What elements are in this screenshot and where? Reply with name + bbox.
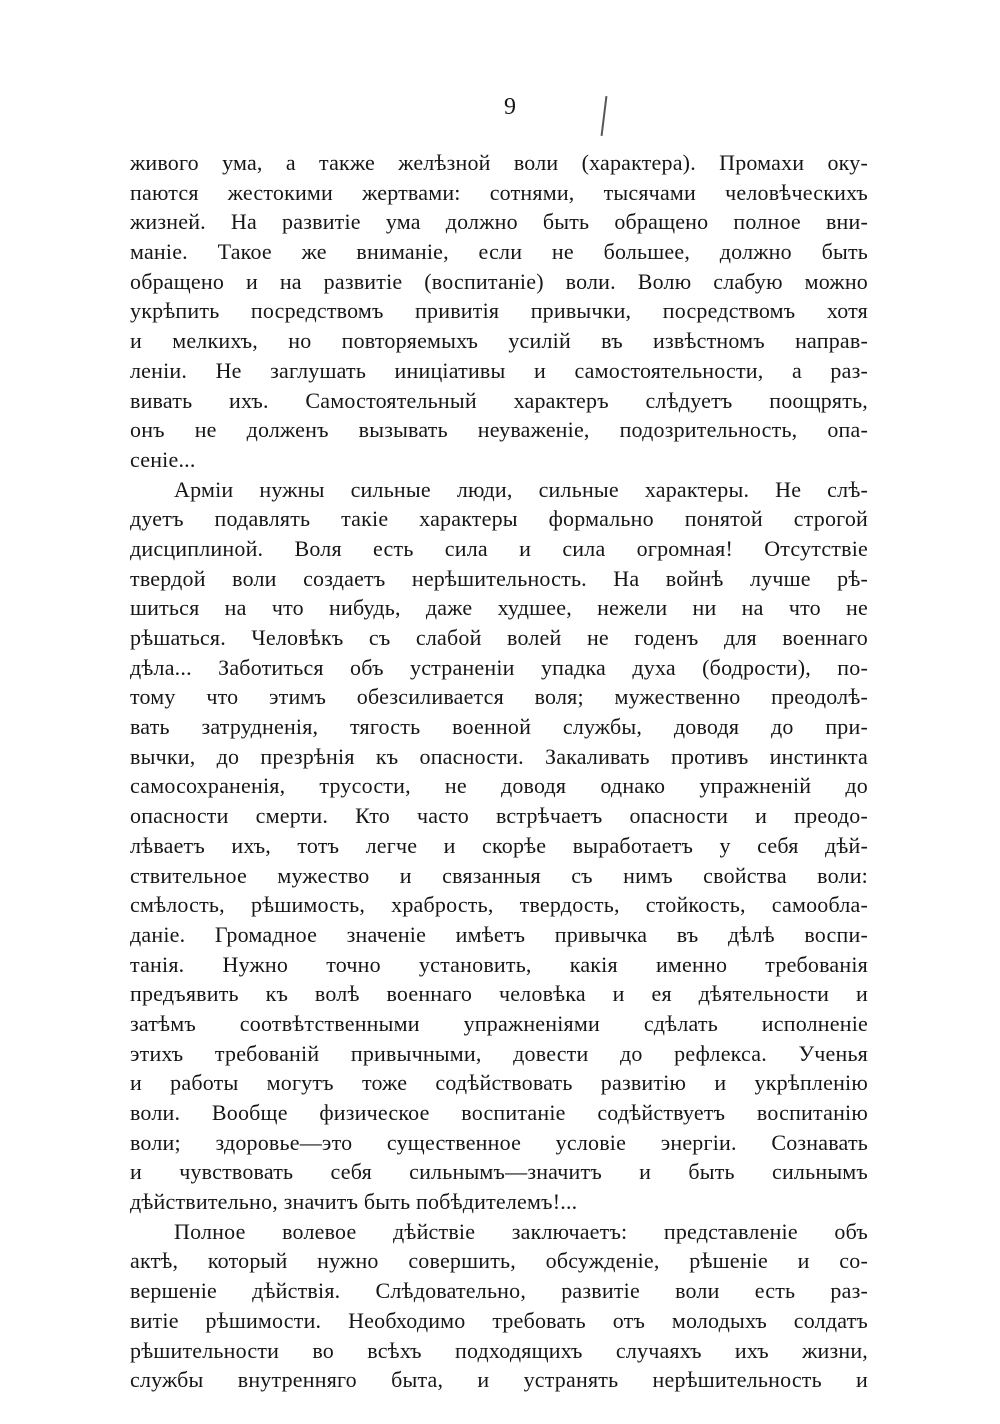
text-line: и чувствовать себя сильнымъ—значитъ и быть сильнымъ — [130, 1159, 868, 1185]
text-line: дѣла... Заботиться объ устраненіи упадка духа (бодрости), по- — [130, 654, 868, 680]
text-line: самосохраненія, трусости, не доводя однако упражненій до — [130, 773, 868, 799]
text-line: обращено и на развитіе (воспитаніе) воли. Волю слабую можно — [130, 268, 868, 294]
text-line: и работы могутъ тоже содѣйствовать развитію и укрѣпленію — [130, 1070, 868, 1096]
text-line: леніи. Не заглушать иниціативы и самостоятельности, а раз- — [130, 357, 868, 383]
text-line: дуетъ подавлять такіе характеры формально понятой строгой — [130, 506, 868, 532]
text-line: шиться на что нибудь, даже худшее, нежели ни на что не — [130, 595, 868, 621]
page-number: 9 — [504, 94, 516, 120]
text-line: живого ума, а также желѣзной воли (характера). Промахи оку- — [130, 150, 868, 175]
text-line: маніе. Такое же вниманіе, если не большее, должно быть — [130, 239, 868, 265]
text-line: вершеніе дѣйствія. Слѣдовательно, развитіе воли есть раз- — [130, 1278, 868, 1304]
text-line: онъ не долженъ вызывать неуваженіе, подозрительность, опа- — [130, 417, 868, 443]
text-line: укрѣпить посредствомъ привитія привычки, посредствомъ хотя — [130, 298, 868, 324]
text-line: ствительное мужество и связанныя съ нимъ свойства воли: — [130, 862, 868, 888]
text-line: паются жестокими жертвами: сотнями, тысячами человѣческихъ — [130, 179, 868, 205]
text-line: танія. Нужно точно установить, какія именно требованія — [130, 951, 868, 977]
text-line: предъявить къ волѣ военнаго человѣка и ея дѣятельности и — [130, 981, 868, 1007]
text-line: смѣлость, рѣшимость, храбрость, твердость, стойкость, самообла- — [130, 892, 868, 918]
text-line: и мелкихъ, но повторяемыхъ усилій въ извѣстномъ направ- — [130, 328, 868, 354]
text-line: витіе рѣшимости. Необходимо требовать отъ молодыхъ солдатъ — [130, 1307, 868, 1333]
paragraph-start-line: Арміи нужны сильные люди, сильные характеры. Не слѣ- — [174, 476, 868, 502]
text-line: воли. Вообще физическое воспитаніе содѣйствуетъ воспитанію — [130, 1100, 868, 1125]
text-line: дѣйствительно, значитъ быть побѣдителемъ!... — [130, 1189, 578, 1215]
text-line: воли; здоровье—это существенное условіе энергіи. Сознавать — [130, 1129, 868, 1155]
text-line: вычки, до презрѣнія къ опасности. Закаливать противъ инстинкта — [130, 743, 868, 769]
text-line: службы внутренняго быта, и устранять нерѣшительность и — [130, 1367, 868, 1393]
text-line: дисциплиной. Воля есть сила и сила огромная! Отсутствіе — [130, 535, 868, 561]
text-line: опасности смерти. Кто часто встрѣчаетъ опасности и преодо- — [130, 803, 868, 829]
text-line: затѣмъ соотвѣтственными упражненіями сдѣлать исполненіе — [130, 1010, 868, 1036]
text-line: рѣшительности во всѣхъ подходящихъ случаяхъ ихъ жизни, — [130, 1337, 868, 1363]
text-line: даніе. Громадное значеніе имѣетъ привычка въ дѣлѣ воспи- — [130, 921, 868, 947]
text-line: вивать ихъ. Самостоятельный характеръ слѣдуетъ поощрять, — [130, 387, 868, 413]
text-line: лѣваетъ ихъ, тотъ легче и скорѣе выработаетъ у себя дѣй- — [130, 832, 868, 858]
text-line: твердой воли создаетъ нерѣшительность. На войнѣ лучше рѣ- — [130, 565, 868, 591]
text-line: вать затрудненія, тягость военной службы, доводя до при- — [130, 714, 868, 740]
text-line: сеніе... — [130, 446, 196, 472]
paragraph-start-line: Полное волевое дѣйствіе заключаетъ: представленіе объ — [174, 1218, 868, 1244]
body-text — [130, 148, 868, 1395]
text-line: рѣшаться. Человѣкъ съ слабой волей не годенъ для военнаго — [130, 625, 868, 650]
text-line: этихъ требованій привычными, довести до рефлекса. Ученья — [130, 1040, 868, 1066]
text-line: жизней. На развитіе ума должно быть обращено полное вни- — [130, 209, 868, 235]
text-line: тому что этимъ обезсиливается воля; мужественно преодолѣ- — [130, 684, 868, 710]
text-line: актѣ, который нужно совершить, обсужденіе, рѣшеніе и со- — [130, 1248, 868, 1274]
